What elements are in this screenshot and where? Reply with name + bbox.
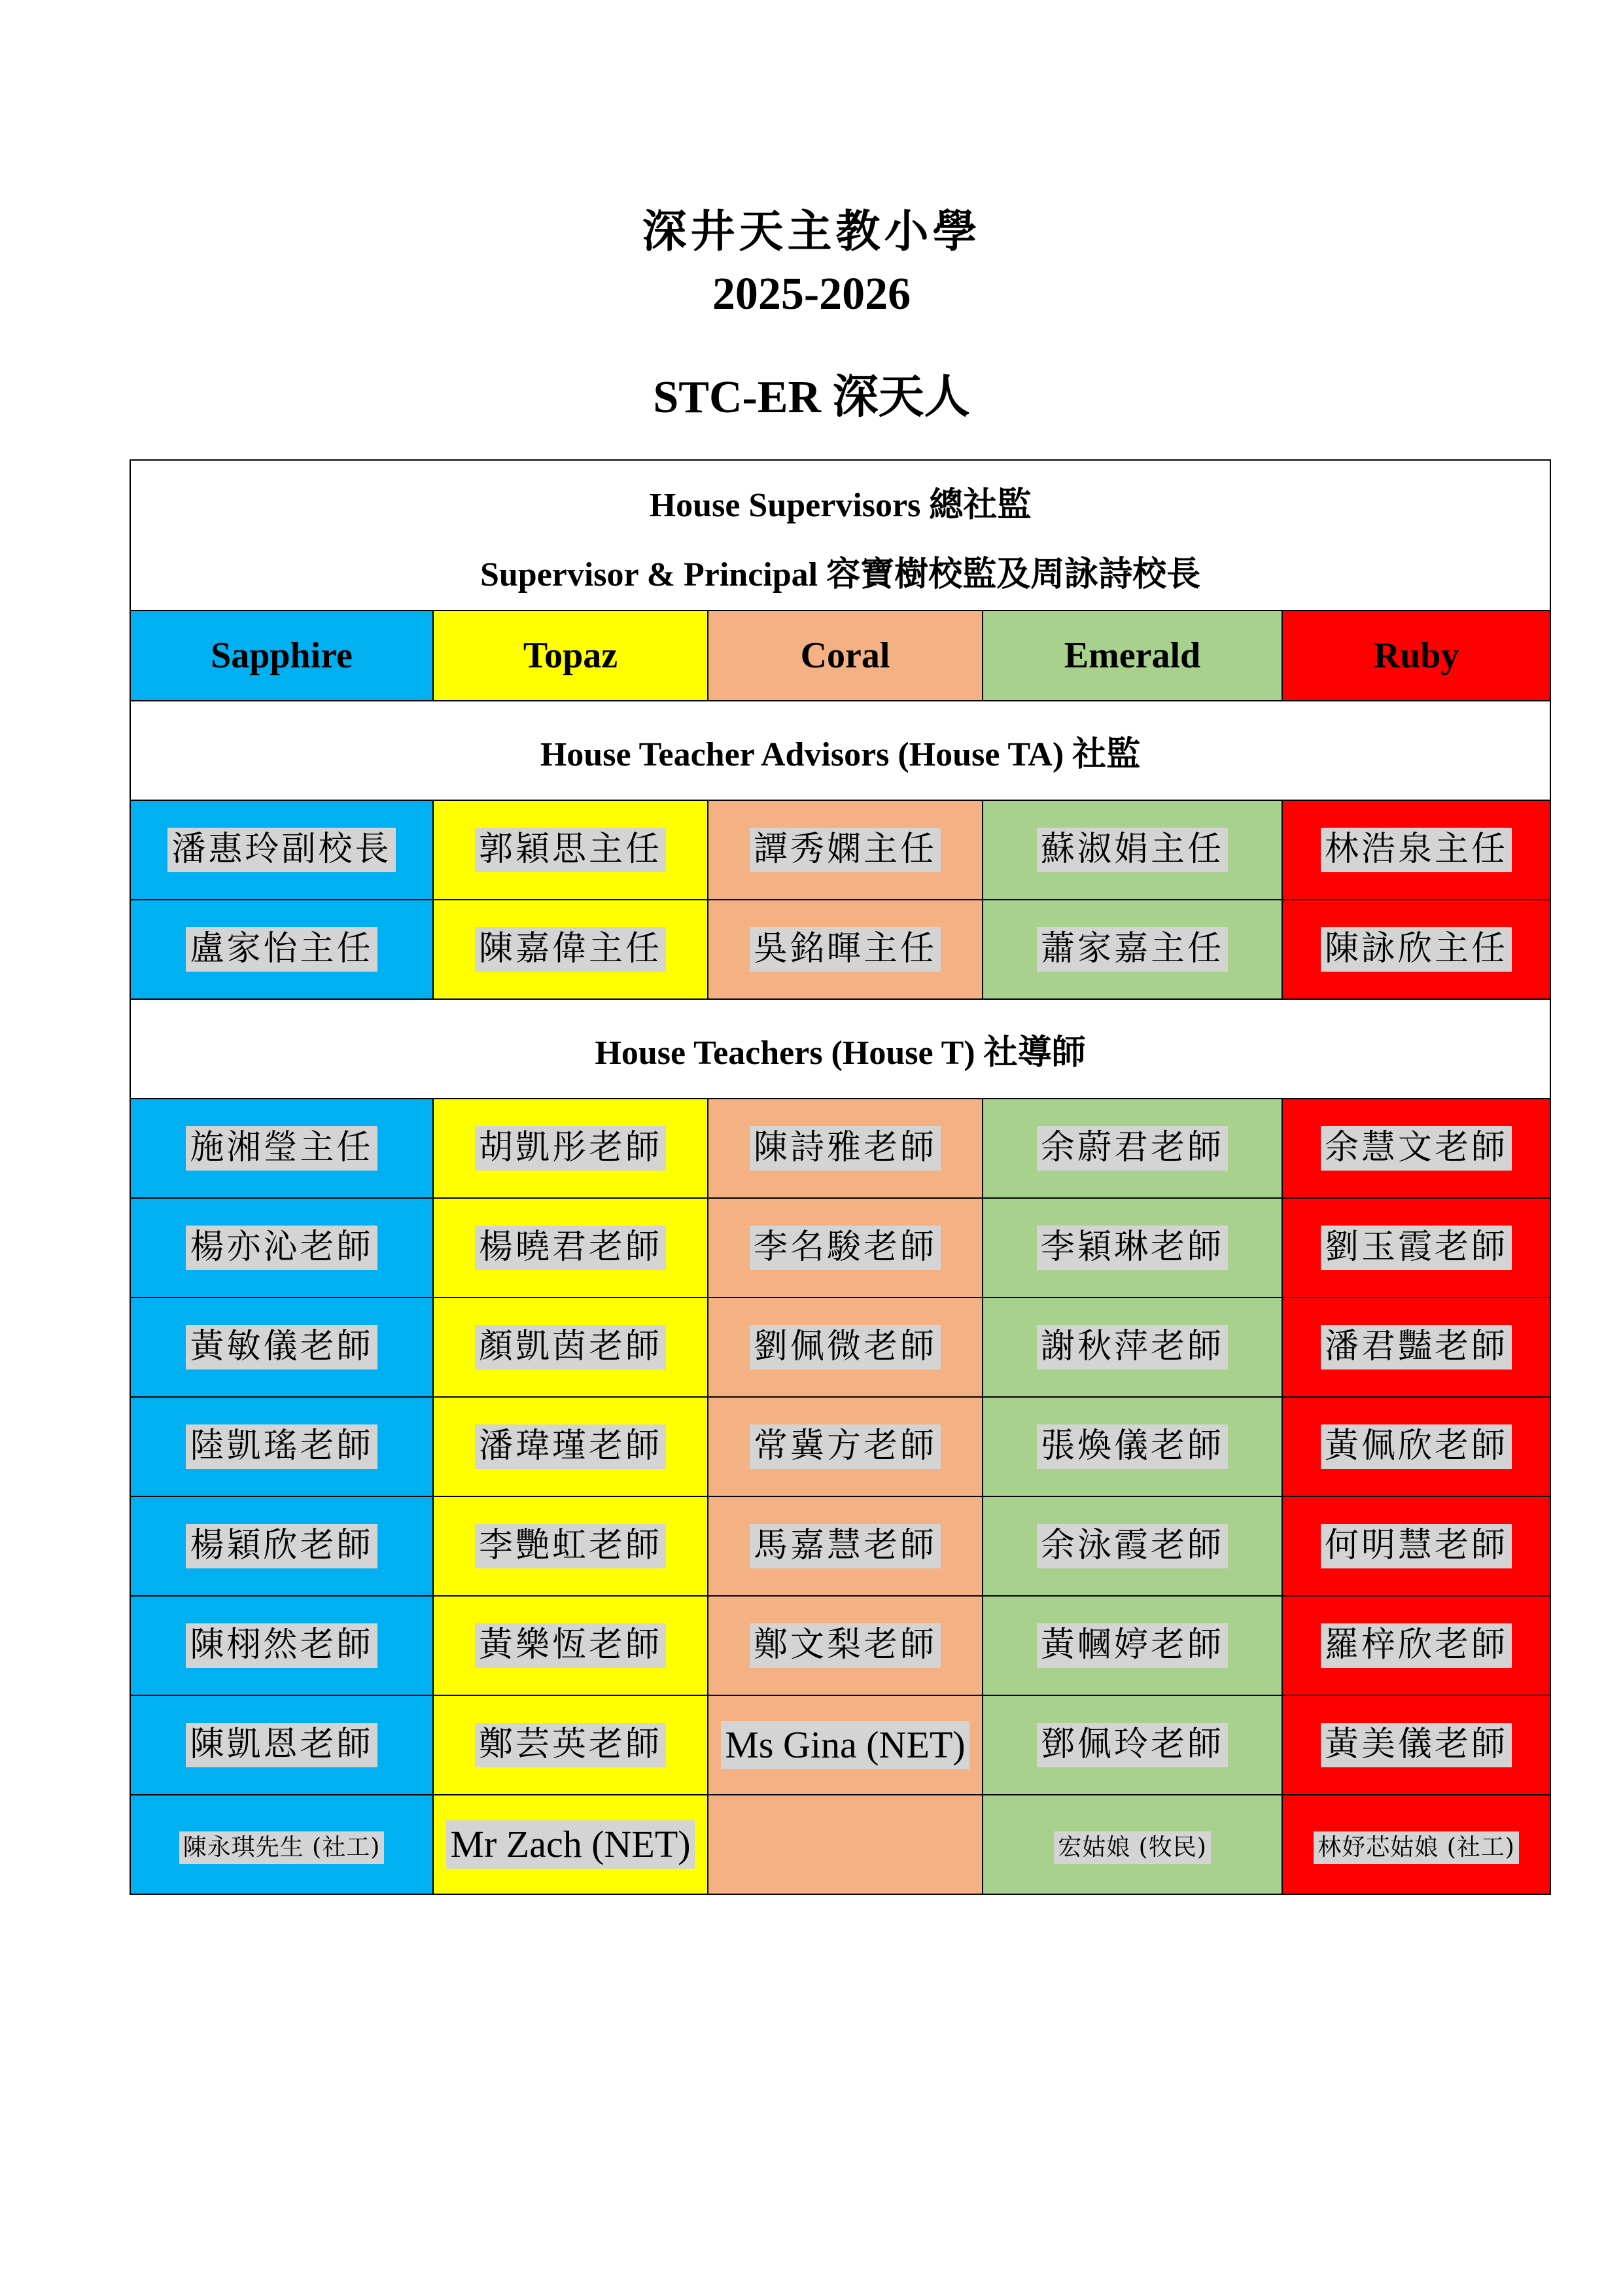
- teacher-cell-topaz: [433, 1099, 708, 1198]
- teacher-name: 李名駿老師: [750, 1226, 941, 1270]
- teacher-row: [130, 1298, 1550, 1397]
- teacher-cell-sapphire: [130, 1795, 433, 1894]
- teacher-cell-sapphire: [130, 1496, 433, 1596]
- teacher-cell-coral: [708, 1695, 983, 1795]
- teacher-name: Ms Gina (NET): [721, 1721, 969, 1770]
- teacher-cell-topaz: [433, 1596, 708, 1695]
- teacher-cell-topaz: [433, 1298, 708, 1397]
- teacher-cell-sapphire: [130, 1596, 433, 1695]
- teacher-name: 楊曉君老師: [475, 1226, 666, 1270]
- teacher-name: 潘瑋瑾老師: [475, 1424, 666, 1469]
- supervisor-row-1: [130, 460, 1550, 531]
- teacher-cell-coral: [708, 1795, 983, 1894]
- teacher-name: 鄭文梨老師: [750, 1623, 941, 1668]
- teacher-cell-sapphire: [130, 1099, 433, 1198]
- teacher-cell-emerald: [983, 1298, 1282, 1397]
- teacher-row: [130, 1099, 1550, 1198]
- ta-cell-ruby: [1282, 800, 1550, 900]
- teacher-cell-coral: [708, 1198, 983, 1298]
- house-sapphire: Sapphire: [130, 610, 433, 701]
- teacher-name: 李穎琳老師: [1037, 1226, 1228, 1270]
- teacher-cell-ruby: [1282, 1198, 1550, 1298]
- teacher-cell-emerald: [983, 1496, 1282, 1596]
- teacher-cell-coral: [708, 1496, 983, 1596]
- teacher-name: 張煥儀老師: [1037, 1424, 1228, 1469]
- ta-cell-sapphire: [130, 800, 433, 900]
- house-ruby: Ruby: [1282, 610, 1550, 701]
- teacher-name: 余蔚君老師: [1037, 1126, 1228, 1171]
- teacher-cell-emerald: [983, 1695, 1282, 1795]
- t-heading: House Teachers (House T) 社導師: [130, 999, 1550, 1099]
- teacher-name: 黃美儀老師: [1321, 1723, 1512, 1767]
- teacher-name: 陳凱恩老師: [186, 1723, 377, 1767]
- ta-cell-sapphire: [130, 900, 433, 999]
- teacher-name: 楊亦沁老師: [186, 1226, 377, 1270]
- teacher-name: 黃幗婷老師: [1037, 1623, 1228, 1668]
- teacher-row: [130, 1596, 1550, 1695]
- ta-cell-emerald: [983, 800, 1282, 900]
- ta-name: 潘惠玲副校長: [167, 828, 395, 872]
- ta-row: [130, 900, 1550, 999]
- teacher-row: [130, 1695, 1550, 1795]
- teacher-row: [130, 1496, 1550, 1596]
- ta-name: 蘇淑娟主任: [1037, 828, 1228, 872]
- teacher-cell-topaz: [433, 1198, 708, 1298]
- teacher-cell-topaz: [433, 1397, 708, 1496]
- ta-cell-emerald: [983, 900, 1282, 999]
- ta-name: 蕭家嘉主任: [1037, 927, 1228, 972]
- teacher-name: 謝秋萍老師: [1037, 1325, 1228, 1369]
- document-subtitle: STC-ER 深天人: [653, 372, 970, 423]
- ta-cell-topaz: [433, 800, 708, 900]
- teacher-name: 施湘瑩主任: [186, 1126, 377, 1171]
- teacher-name: 鄭芸英老師: [475, 1723, 666, 1767]
- teacher-name: 陸凱瑤老師: [186, 1424, 377, 1469]
- teacher-name: 陳詩雅老師: [750, 1126, 941, 1171]
- teacher-cell-emerald: [983, 1795, 1282, 1894]
- ta-name: 譚秀嫻主任: [750, 828, 941, 872]
- ta-name: 盧家怡主任: [186, 927, 377, 972]
- teacher-cell-emerald: [983, 1596, 1282, 1695]
- teacher-cell-ruby: [1282, 1397, 1550, 1496]
- teacher-name: 李艷虹老師: [475, 1524, 666, 1568]
- house-names-row: [130, 610, 1550, 701]
- house-topaz: Topaz: [433, 610, 708, 701]
- teacher-name: 劉佩微老師: [750, 1325, 941, 1369]
- teacher-name: 劉玉霞老師: [1321, 1226, 1512, 1270]
- teacher-cell-topaz: [433, 1695, 708, 1795]
- ta-cell-coral: [708, 800, 983, 900]
- ta-heading-row: [130, 701, 1550, 800]
- teacher-name: Mr Zach (NET): [446, 1820, 694, 1869]
- teacher-name: 顏凱茵老師: [475, 1325, 666, 1369]
- teacher-cell-coral: [708, 1596, 983, 1695]
- teacher-name: 黃佩欣老師: [1321, 1424, 1512, 1469]
- supervisor-row-2: [130, 531, 1550, 610]
- teacher-name: 常冀方老師: [750, 1424, 941, 1469]
- teacher-cell-ruby: [1282, 1795, 1550, 1894]
- teacher-cell-coral: [708, 1099, 983, 1198]
- teacher-cell-ruby: [1282, 1496, 1550, 1596]
- teacher-cell-topaz: [433, 1795, 708, 1894]
- teacher-cell-topaz: [433, 1496, 708, 1596]
- ta-name: 陳詠欣主任: [1321, 927, 1512, 972]
- teacher-name: 楊穎欣老師: [186, 1524, 377, 1568]
- teacher-cell-ruby: [1282, 1596, 1550, 1695]
- t-heading-row: [130, 999, 1550, 1099]
- ta-name: 吳銘暉主任: [750, 927, 941, 972]
- teacher-cell-emerald: [983, 1397, 1282, 1496]
- teacher-name: 馬嘉慧老師: [750, 1524, 941, 1568]
- teacher-cell-coral: [708, 1397, 983, 1496]
- teacher-row: [130, 1198, 1550, 1298]
- house-coral: Coral: [708, 610, 983, 701]
- ta-row: [130, 800, 1550, 900]
- teacher-name: 陳永琪先生 (社工): [179, 1831, 385, 1863]
- teacher-name: 黃樂恆老師: [475, 1623, 666, 1668]
- ta-cell-topaz: [433, 900, 708, 999]
- teacher-row: [130, 1795, 1550, 1894]
- teacher-cell-emerald: [983, 1099, 1282, 1198]
- ta-name: 陳嘉偉主任: [475, 927, 666, 972]
- supervisors-names: Supervisor & Principal 容寶樹校監及周詠詩校長: [130, 531, 1550, 610]
- teacher-name: 林妤芯姑娘 (社工): [1314, 1831, 1519, 1863]
- school-name: 深井天主教小學: [642, 207, 981, 256]
- ta-name: 郭穎思主任: [475, 828, 666, 872]
- teacher-name: 何明慧老師: [1321, 1524, 1512, 1568]
- teacher-name: 胡凱彤老師: [475, 1126, 666, 1171]
- teacher-name: 潘君豔老師: [1321, 1325, 1512, 1369]
- teacher-name: 宏姑娘 (牧民): [1054, 1831, 1211, 1863]
- teacher-cell-ruby: [1282, 1298, 1550, 1397]
- teacher-cell-sapphire: [130, 1695, 433, 1795]
- ta-cell-ruby: [1282, 900, 1550, 999]
- ta-name: 林浩泉主任: [1321, 828, 1512, 872]
- teacher-name: 余泳霞老師: [1037, 1524, 1228, 1568]
- supervisors-heading: House Supervisors 總社監: [130, 460, 1550, 531]
- teacher-cell-sapphire: [130, 1298, 433, 1397]
- teacher-row: [130, 1397, 1550, 1496]
- teacher-cell-ruby: [1282, 1099, 1550, 1198]
- teacher-cell-coral: [708, 1298, 983, 1397]
- ta-cell-coral: [708, 900, 983, 999]
- ta-heading: House Teacher Advisors (House TA) 社監: [130, 701, 1550, 800]
- house-emerald: Emerald: [983, 610, 1282, 701]
- teacher-name: 羅梓欣老師: [1321, 1623, 1512, 1668]
- teacher-name: 陳栩然老師: [186, 1623, 377, 1668]
- teacher-name: 鄧佩玲老師: [1037, 1723, 1228, 1767]
- teacher-cell-ruby: [1282, 1695, 1550, 1795]
- teacher-cell-sapphire: [130, 1397, 433, 1496]
- school-year: 2025-2026: [712, 269, 911, 319]
- teacher-cell-sapphire: [130, 1198, 433, 1298]
- teacher-name: 余慧文老師: [1321, 1126, 1512, 1171]
- house-table: [130, 459, 1551, 1895]
- teacher-name: 黃敏儀老師: [186, 1325, 377, 1369]
- teacher-cell-emerald: [983, 1198, 1282, 1298]
